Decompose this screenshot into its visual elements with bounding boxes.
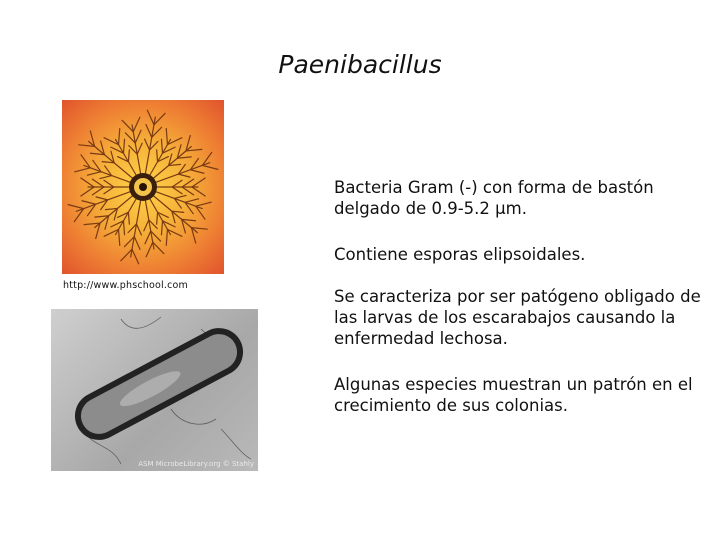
colony-sub-branch: [137, 143, 142, 154]
colony-sub-branch: [82, 201, 96, 204]
colony-sub-branch: [136, 224, 141, 235]
colony-sub-branch: [68, 205, 83, 209]
colony-sub-branch: [75, 168, 90, 172]
colony-sub-branch: [166, 229, 167, 245]
colony-sub-branch: [146, 125, 152, 138]
colony-sub-branch: [104, 180, 114, 187]
colony-sub-branch: [202, 165, 217, 169]
paragraph-colonies-text: Algunas especies muestran un patrón en el crecimiento de sus colonias.: [334, 375, 693, 415]
colony-sub-branch: [92, 187, 104, 195]
colony-sub-branch: [172, 180, 182, 187]
paragraph-pathogen-text: Se caracteriza por ser patógeno obligado de las larvas de los escarabajos causando la enfermedad lechosa.: [334, 287, 701, 348]
colony-sub-branch: [196, 202, 211, 206]
colony-sub-branch: [132, 249, 139, 264]
colony-sub-branch: [119, 229, 120, 245]
colony-sub-branch: [134, 237, 140, 250]
slide-title: Paenibacillus: [278, 50, 442, 79]
colony-sub-branch: [128, 212, 129, 224]
colony-sub-branch: [133, 117, 140, 132]
colony-sub-branch: [145, 231, 151, 244]
colony-sub-branch: [172, 187, 182, 194]
paragraph-pathogen: [334, 286, 714, 349]
colony-sub-branch: [153, 242, 164, 253]
colony-sub-branch: [104, 187, 114, 194]
colony-sub-branch: [92, 179, 104, 187]
colony-sub-branch: [123, 139, 124, 153]
colony-sub-branch: [161, 139, 162, 153]
colony-pattern-drawing: [62, 100, 224, 274]
colony-sub-branch: [121, 249, 132, 260]
colony-sub-branch: [161, 221, 162, 235]
colony-pattern-image: [62, 100, 224, 274]
colony-sub-branch: [166, 129, 167, 145]
colony-sub-branch: [182, 179, 194, 187]
colony-sub-branch: [185, 199, 199, 202]
colony-sub-branch: [146, 242, 153, 257]
colony-sub-branch: [147, 110, 154, 125]
colony-sub-branch: [145, 139, 150, 150]
paragraph-spores: [334, 244, 714, 265]
paragraph-gram-text: Bacteria Gram (-) con forma de bastón delgado de 0.9-5.2 µm.: [334, 178, 654, 218]
paragraph-colonies: [334, 374, 714, 416]
colony-sub-branch: [182, 187, 194, 195]
colony-sub-branch: [128, 150, 129, 162]
photo-credit: http://www.phschool.com: [63, 280, 188, 291]
colony-sub-branch: [190, 170, 204, 173]
micrograph-watermark: ASM MicrobeLibrary.org © Stahly: [138, 460, 254, 468]
colony-sub-branch: [157, 150, 158, 162]
colony-sub-branch: [123, 221, 124, 235]
colony-sub-branch: [178, 174, 190, 177]
colony-sub-branch: [144, 220, 149, 231]
paragraph-gram: [334, 177, 714, 219]
bacterium-drawing: [51, 309, 258, 471]
colony-sub-branch: [96, 197, 108, 200]
colony-sub-branch: [157, 212, 158, 224]
micrograph-image: [51, 309, 258, 471]
colony-sub-branch: [119, 129, 120, 145]
colony-sub-branch: [154, 113, 165, 124]
colony-sub-branch: [87, 172, 101, 175]
colony-sub-branch: [100, 176, 112, 179]
paragraph-spores-text: Contiene esporas elipsoidales.: [334, 245, 586, 264]
colony-sub-branch: [174, 195, 186, 198]
colony-sub-branch: [122, 120, 133, 131]
colony-sub-branch: [135, 130, 141, 143]
